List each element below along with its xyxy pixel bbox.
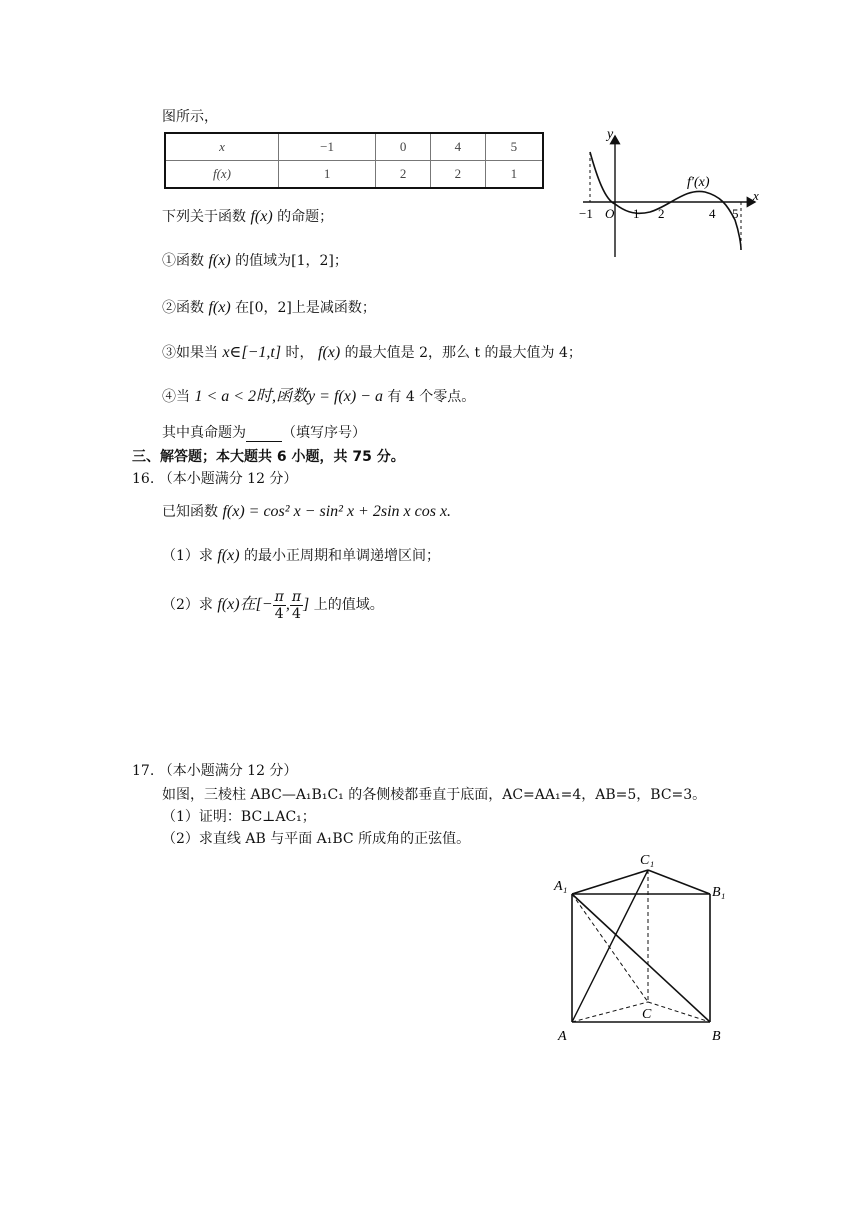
vertex-label: B	[712, 1029, 721, 1044]
hidden-edge	[572, 894, 648, 1002]
answer-blank[interactable]	[246, 427, 282, 442]
table-cell: 1	[279, 161, 376, 189]
fraction: $\frac{\pi}{4}$	[291, 588, 302, 622]
intro-text: 图所示，	[162, 109, 218, 125]
edge	[572, 894, 710, 1022]
vertex-label: C	[642, 1007, 652, 1022]
q16-given: 已知函数 f(x) = cos² x − sin² x + 2sin x cos x.	[162, 503, 452, 520]
table-cell: 2	[376, 161, 431, 189]
proposition-1: ①函数 f(x) 的值域为[1，2]；	[162, 252, 348, 269]
prism-figure	[552, 850, 742, 1050]
q17-statement: 如图，三棱柱 ABC—A₁B₁C₁ 的各侧棱都垂直于底面，AC=AA₁=4，AB=5，BC=3。	[162, 787, 707, 803]
tick-label: −1	[579, 206, 593, 221]
table-cell: 5	[485, 133, 543, 161]
q17-header: 17. （本小题满分 12 分）	[132, 763, 298, 779]
vertex-label: C₁	[640, 853, 655, 868]
table-cell: 0	[376, 133, 431, 161]
hidden-edge	[648, 1002, 710, 1022]
table-cell: 1	[485, 161, 543, 189]
q16-part1: （1）求 f(x) 的最小正周期和单调递增区间；	[162, 547, 441, 564]
vertex-label: B₁	[712, 885, 726, 900]
proposition-4: ④当 1 < a < 2时,函数y = f(x) − a 有 4 个零点。	[162, 388, 476, 405]
table-cell: 2	[430, 161, 485, 189]
tick-label: 4	[709, 206, 716, 221]
table-cell: f(x)	[165, 161, 279, 189]
y-axis-label: y	[607, 127, 614, 142]
table-cell: x	[165, 133, 279, 161]
proposition-3: ③如果当 x∈[−1,t] 时， f(x) 的最大值是 2，那么 t 的最大值为 4；	[162, 344, 582, 361]
x-axis-label: x	[753, 188, 759, 203]
q15-lead: 下列关于函数 f(x) 的命题；	[162, 208, 334, 225]
vertex-label: A	[558, 1029, 567, 1044]
q16-part2: （2）求 f(x)在[− $\frac{\pi}{4}$ , $\frac{\pi}{4}$ ] 上的值域。	[162, 588, 384, 622]
edge	[572, 870, 648, 1022]
q16-header: 16. （本小题满分 12 分）	[132, 471, 298, 487]
table-row	[165, 161, 543, 189]
derivative-graph	[575, 122, 775, 262]
table-row	[165, 133, 543, 161]
q17-part2: （2）求直线 AB 与平面 A₁BC 所成角的正弦值。	[162, 831, 471, 847]
vertex-label: A₁	[554, 879, 568, 894]
section-heading: 三、解答题；本大题共 6 小题，共 75 分。	[132, 449, 405, 465]
tick-label: 1	[633, 206, 640, 221]
q17-part1: （1）证明：BC⊥AC₁；	[162, 809, 316, 825]
edge	[648, 870, 710, 894]
tick-label: 5	[732, 206, 739, 221]
fraction: $\frac{\pi}{4}$	[274, 588, 284, 622]
tick-label: O	[605, 206, 615, 221]
derivative-curve	[590, 152, 741, 250]
curve-label: f′(x)	[687, 175, 710, 190]
hidden-edge	[572, 1002, 648, 1022]
proposition-2: ②函数 f(x) 在[0，2]上是减函数；	[162, 299, 376, 316]
table-cell: −1	[279, 133, 376, 161]
value-table	[164, 132, 544, 189]
tick-label: 2	[658, 206, 665, 221]
edge	[572, 870, 648, 894]
table-cell: 4	[430, 133, 485, 161]
q15-ask: 其中真命题为 （填写序号）	[162, 425, 366, 441]
